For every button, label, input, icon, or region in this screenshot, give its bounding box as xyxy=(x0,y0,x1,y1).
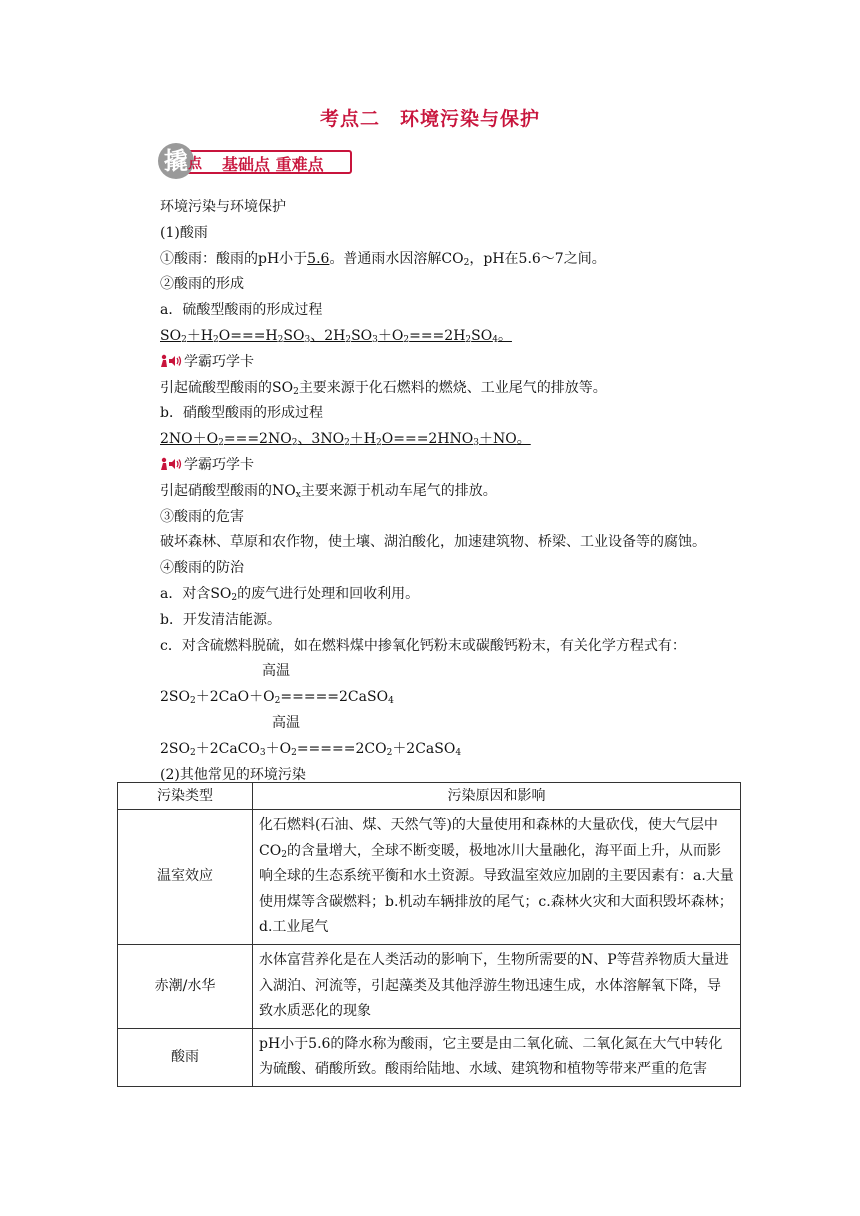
nitric-equation: $2NO+O_2===2NO_2$、$3NO_2+H_2O===2HNO_3+NO$。 xyxy=(160,431,531,449)
prevention-title: ④酸雨的防治 xyxy=(160,560,244,577)
sulfuric-equation: $SO_2+H_2O===H_2SO_3$、$2H_2SO_3+O_2===2H_2SO_4$。 xyxy=(160,327,512,345)
study-card-1 xyxy=(160,350,750,376)
acid-rain-definition: ①酸雨：酸雨的pH小于5.6。普通雨水因溶解$CO_2$，pH在5.6～7之间。 xyxy=(160,250,606,268)
speaker-person-icon xyxy=(160,457,182,471)
prevention-c: c．对含硫燃料脱硫，如在燃料煤中掺氧化钙粉末或碳酸钙粉末，有关化学方程式有： xyxy=(160,637,686,654)
harm-text: 破坏森林、草原和农作物，使土壤、湖泊酸化，加速建筑物、桥梁、工业设备等的腐蚀。 xyxy=(160,534,706,551)
study-card-label: 学霸巧学卡 xyxy=(184,353,254,370)
table-header-type: 污染类型 xyxy=(118,783,253,810)
table-row xyxy=(118,944,741,1028)
nitric-title: b．硝酸型酸雨的形成过程 xyxy=(160,405,323,422)
main-content xyxy=(160,195,750,788)
pollution-description: 水体富营养化是在人类活动的影响下，生物所需要的N、P等营养物质大量进入湖泊、河流等，引起藻类及其他浮游生物迅速生成，水体溶解氧下降，导致水质恶化的现象 xyxy=(253,944,741,1028)
table-header-cause: 污染原因和影响 xyxy=(253,783,741,810)
ph-threshold: 5.6 xyxy=(307,250,330,267)
badge-icon: 撬 xyxy=(158,143,194,179)
other-pollution-title: (2)其他常见的环境污染 xyxy=(160,766,306,783)
study-card-label: 学霸巧学卡 xyxy=(184,456,254,473)
sulfuric-title: a．硫酸型酸雨的形成过程 xyxy=(160,302,323,319)
table-header-row xyxy=(118,783,741,810)
pollution-table xyxy=(117,782,741,1087)
caco3-equation: $2SO_2+2CaCO_3+O_2=====2CO_2+2CaSO_4$ xyxy=(160,740,462,758)
pollution-description: 化石燃料(石油、煤、天然气等)的大量使用和森林的大量砍伐，使大气层中$CO_2$的含量增大，全球不断变暖，极地冰川大量融化，海平面上升，从而影响全球的生态系统平衡和水土资源。导致温室效应加剧的主要因素有：a.大量使用煤等含碳燃料；b.机动车辆排放的尾气；c.森林火灾和大面积毁坏森林；d.工业尾气 xyxy=(253,810,741,945)
cao-equation: $2SO_2+2CaO+O_2=====2CaSO_4$ xyxy=(160,689,394,707)
prevention-a: a．对含$SO_2$的废气进行处理和回收利用。 xyxy=(160,585,420,603)
formation-title: ②酸雨的形成 xyxy=(160,276,244,293)
pollution-type: 酸雨 xyxy=(118,1028,253,1086)
prevention-b: b．开发清洁能源。 xyxy=(160,611,281,628)
table-row xyxy=(118,1028,741,1086)
study-card-2-text: 引起硝酸型酸雨的$NO_x$主要来源于机动车尾气的排放。 xyxy=(160,482,497,500)
table-row xyxy=(118,810,741,945)
study-card-2 xyxy=(160,453,750,479)
acid-rain-title: (1)酸雨 xyxy=(160,224,208,241)
pollution-type: 温室效应 xyxy=(118,810,253,945)
section-badge xyxy=(158,143,354,179)
harm-title: ③酸雨的危害 xyxy=(160,508,244,525)
section-heading: 环境污染与环境保护 xyxy=(160,199,286,215)
badge-icon-suffix: 点 xyxy=(188,156,202,172)
page-title: 考点二 环境污染与保护 xyxy=(319,108,540,130)
reaction-condition-2: 高温 xyxy=(272,714,300,731)
reaction-condition-1: 高温 xyxy=(262,663,290,680)
badge-label: 基础点 重难点 xyxy=(222,155,324,174)
pollution-description: pH小于5.6的降水称为酸雨，它主要是由二氧化硫、二氧化氮在大气中转化为硫酸、硝酸所致。酸雨给陆地、水域、建筑物和植物等带来严重的危害 xyxy=(253,1028,741,1086)
pollution-type: 赤潮/水华 xyxy=(118,944,253,1028)
speaker-person-icon xyxy=(160,354,182,368)
study-card-1-text: 引起硫酸型酸雨的$SO_2$主要来源于化石燃料的燃烧、工业尾气的排放等。 xyxy=(160,379,607,397)
